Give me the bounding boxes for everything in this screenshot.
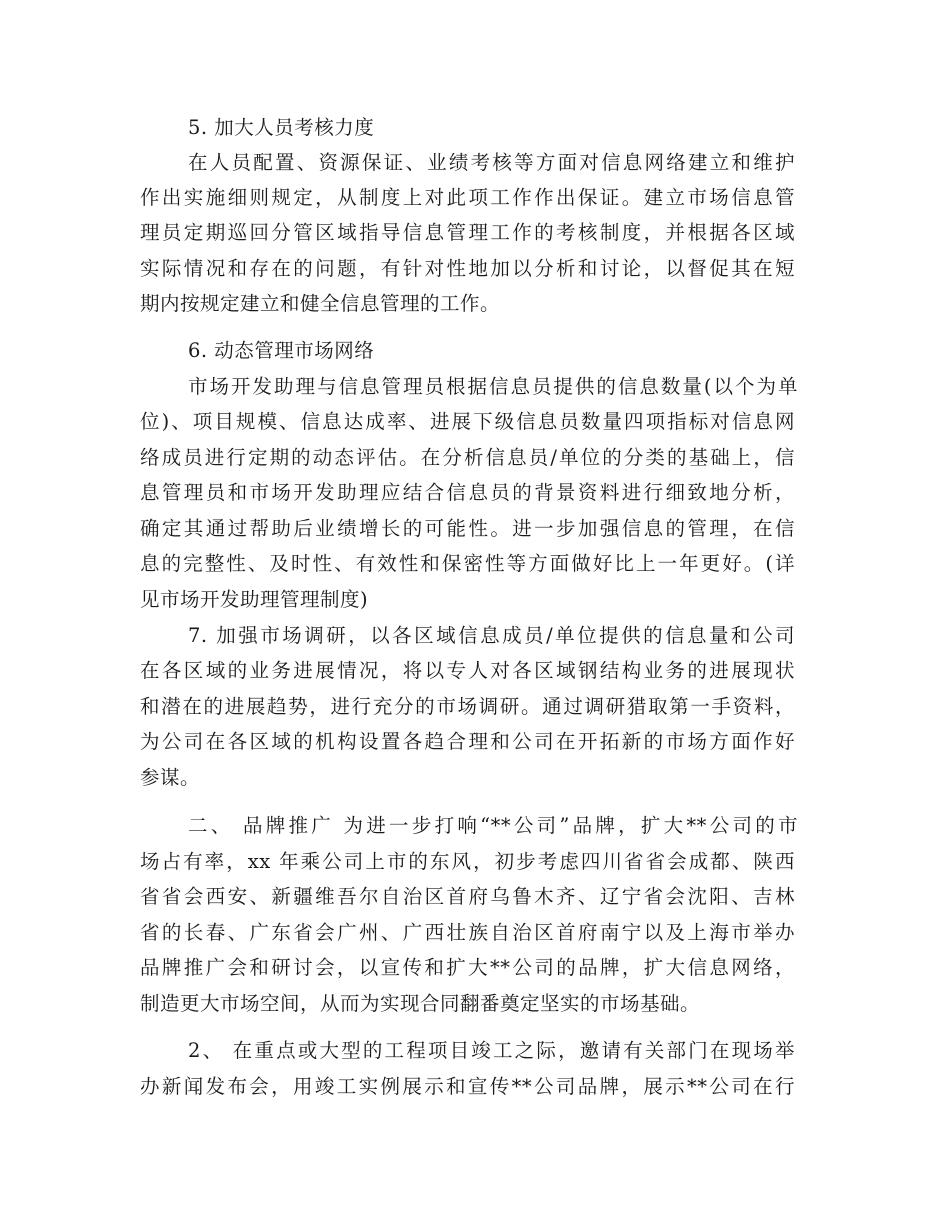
heading-5: 5. 加大人员考核力度 <box>188 116 375 139</box>
heading-6: 6. 动态管理市场网络 <box>188 339 375 362</box>
paragraph-line: 作出实施细则规定，从制度上对此项工作作出保证。建立市场信息管 <box>140 186 795 209</box>
paragraph-line: 7. 加强市场调研，以各区域信息成员/单位提供的信息量和公司 <box>188 624 795 647</box>
paragraph-line: 省省会西安、新疆维吾尔自治区首府乌鲁木齐、辽宁省会沈阳、吉林 <box>140 885 795 908</box>
paragraph-line: 络成员进行定期的动态评估。在分析信息员/单位的分类的基础上，信 <box>140 446 795 469</box>
paragraph-line: 和潜在的进展趋势，进行充分的市场调研。通过调研猎取第一手资料， <box>140 695 795 718</box>
paragraph-line: 办新闻发布会，用竣工实例展示和宣传**公司品牌，展示**公司在行 <box>140 1075 795 1098</box>
section-heading-brand: 二、 品牌推广 为进一步打响“**公司”品牌，扩大**公司的市 <box>188 814 798 837</box>
paragraph-line: 在各区域的业务进展情况，将以专人对各区域钢结构业务的进展现状 <box>140 659 795 682</box>
paragraph-line: 2、 在重点或大型的工程项目竣工之际，邀请有关部门在现场举 <box>188 1039 795 1062</box>
paragraph-line: 实际情况和存在的问题，有针对性地加以分析和讨论，以督促其在短 <box>140 257 795 280</box>
paragraph-line: 息的完整性、及时性、有效性和保密性等方面做好比上一年更好。(详 <box>140 552 795 575</box>
paragraph-line: 市场开发助理与信息管理员根据信息员提供的信息数量(以个为单 <box>188 375 798 398</box>
paragraph-line: 在人员配置、资源保证、业绩考核等方面对信息网络建立和维护 <box>188 151 795 174</box>
paragraph-line: 理员定期巡回分管区域指导信息管理工作的考核制度，并根据各区域 <box>140 221 795 244</box>
paragraph-line: 期内按规定建立和健全信息管理的工作。 <box>140 292 501 315</box>
paragraph-line: 为公司在各区域的机构设置各趋合理和公司在开拓新的市场方面作好 <box>140 730 795 753</box>
paragraph-line: 确定其通过帮助后业绩增长的可能性。进一步加强信息的管理，在信 <box>140 517 795 540</box>
paragraph-line: 省的长春、广东省会广州、广西壮族自治区首府南宁以及上海市举办 <box>140 921 795 944</box>
paragraph-line: 位)、项目规模、信息达成率、进展下级信息员数量四项指标对信息网 <box>140 410 795 433</box>
paragraph-line: 场占有率，xx 年乘公司上市的东风，初步考虑四川省省会成都、陕西 <box>140 850 795 873</box>
paragraph-line: 品牌推广会和研讨会，以宣传和扩大**公司的品牌，扩大信息网络， <box>140 956 795 979</box>
paragraph-line: 息管理员和市场开发助理应结合信息员的背景资料进行细致地分析， <box>140 481 795 504</box>
paragraph-line: 见市场开发助理管理制度) <box>140 588 369 611</box>
paragraph-line: 参谋。 <box>140 766 201 789</box>
paragraph-line: 制造更大市场空间，从而为实现合同翻番奠定坚实的市场基础。 <box>140 992 701 1015</box>
